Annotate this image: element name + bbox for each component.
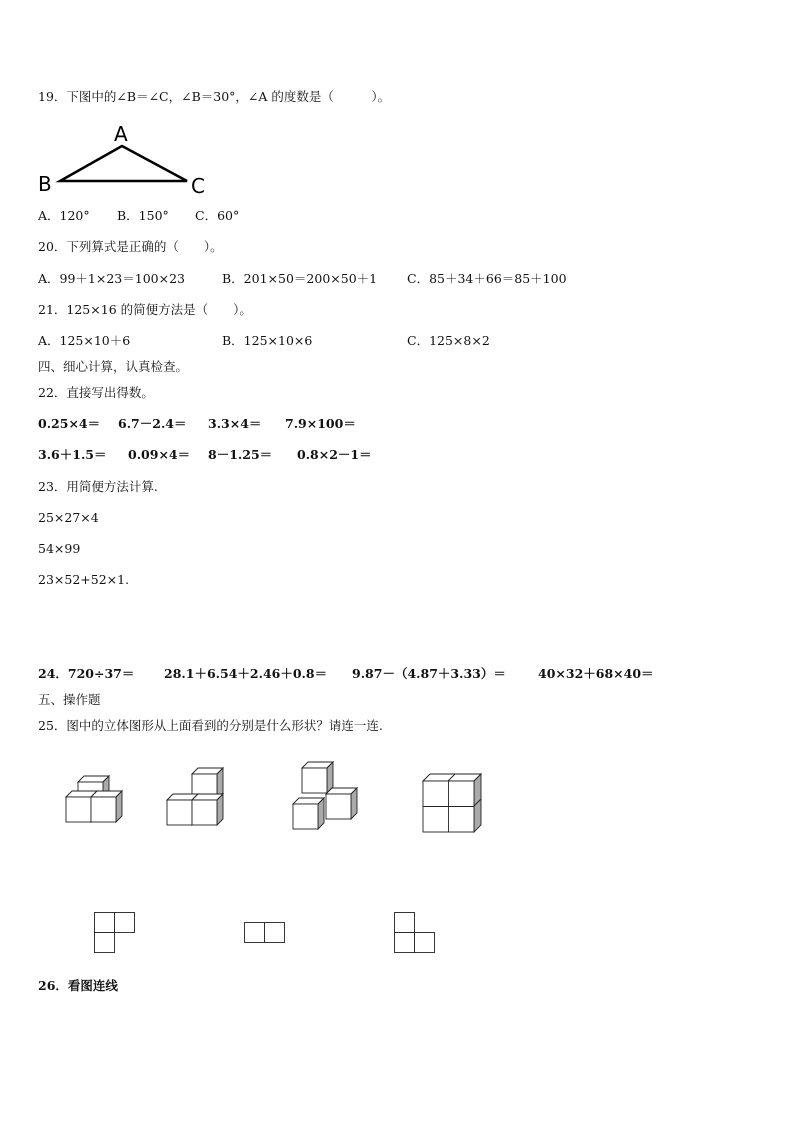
q22-item: 6.7－2.4＝ [118,416,187,431]
q20-option-c: C．85＋34＋66＝85＋100 [407,271,567,286]
q24-item: 40×32＋68×40＝ [538,666,654,681]
q21-option-a: A．125×10＋6 [38,333,131,348]
top-view-1 [95,913,135,953]
q22-item: 3.3×4＝ [208,416,262,431]
q21-option-b: B．125×10×6 [222,333,313,348]
q24-item: 24．720÷37＝ [38,666,135,681]
top-view-3 [395,913,435,953]
q26-text: 26．看图连线 [38,978,118,993]
solid-figure-2 [167,768,223,825]
q21-option-c: C．125×8×2 [407,333,490,348]
q19-option-b: B．150° [117,208,169,223]
q19-text: 19．下图中的∠B＝∠C，∠B＝30°，∠A 的度数是（ ）。 [38,89,391,104]
solid-figure-1 [66,776,122,822]
q19-option-c: C．60° [195,208,240,223]
q22-item: 0.8×2－1＝ [297,447,372,462]
q22-item: 0.09×4＝ [128,447,191,462]
q22-item: 0.25×4＝ [38,416,101,431]
q23-item: 23×52+52×1. [38,572,130,587]
vertex-label-b: B [38,172,52,196]
q24-item: 9.87－（4.87＋3.33）＝ [352,666,506,681]
top-view-2 [245,923,285,943]
q20-option-b: B．201×50＝200×50＋1 [222,271,378,286]
vertex-label-a: A [114,122,128,146]
q20-text: 20．下列算式是正确的（ ）。 [38,239,223,254]
q24-item: 28.1＋6.54＋2.46＋0.8＝ [164,666,328,681]
solid-figure-3 [293,762,357,829]
q23-item: 25×27×4 [38,510,99,525]
q20-option-a: A．99＋1×23＝100×23 [38,271,186,286]
q22-text: 22．直接写出得数。 [38,385,154,400]
vertex-label-c: C [191,174,205,198]
solid-figure-4 [423,774,481,832]
q19-option-a: A．120° [38,208,90,223]
q21-text: 21．125×16 的简便方法是（ ）。 [38,302,252,317]
q23-item: 54×99 [38,541,81,556]
section-4-heading: 四、细心计算，认真检查。 [38,359,189,374]
q25-text: 25．图中的立体图形从上面看到的分别是什么形状？请连一连. [38,718,383,733]
q22-item: 8－1.25＝ [208,447,273,462]
section-5-heading: 五、操作题 [38,692,101,707]
q23-text: 23．用简便方法计算. [38,479,158,494]
q22-item: 7.9×100＝ [285,416,356,431]
q22-item: 3.6＋1.5＝ [38,447,107,462]
